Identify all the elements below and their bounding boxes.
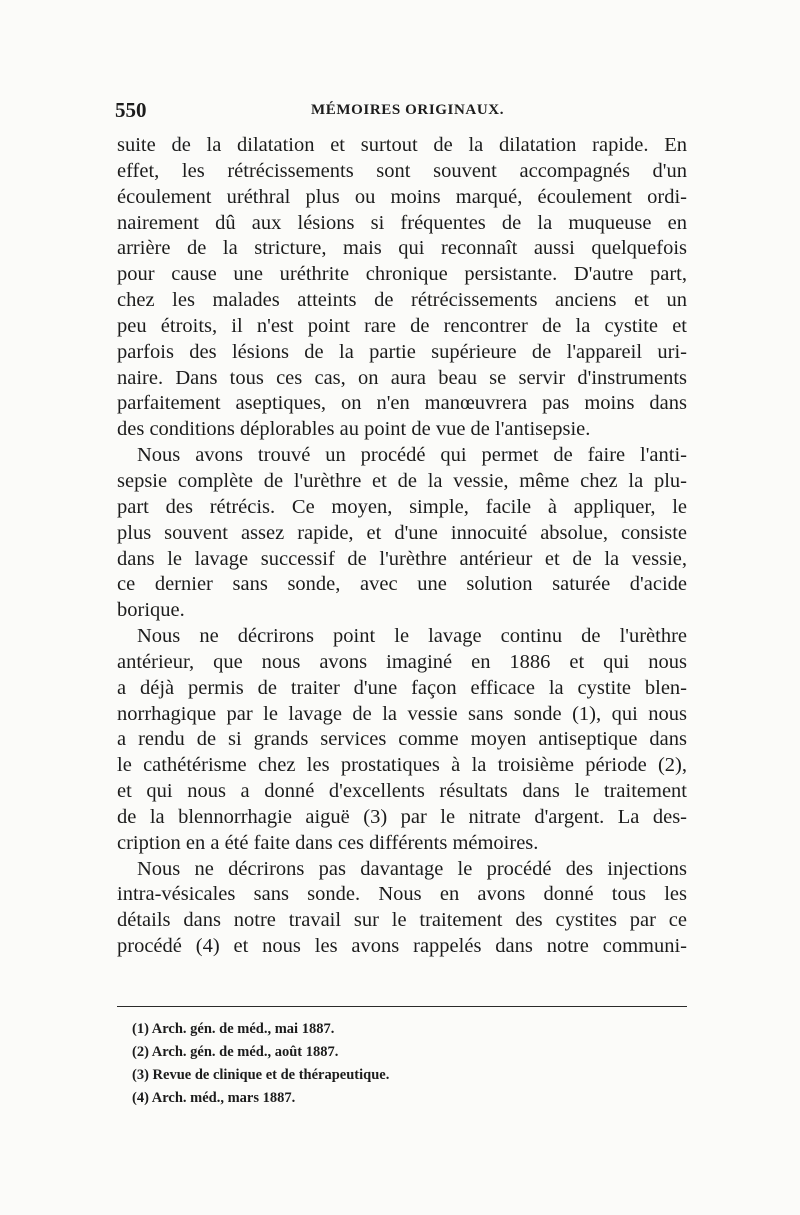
text-line: détails dans notre travail sur le traitement des cystites par ce bbox=[117, 909, 687, 932]
text-line: ce dernier sans sonde, avec une solution saturée d'acide bbox=[117, 573, 687, 596]
text-line: Nous avons trouvé un procédé qui permet de faire l'anti- bbox=[137, 444, 687, 467]
text-line: naire. Dans tous ces cas, on aura beau se servir d'instruments bbox=[117, 366, 687, 389]
text-line: dans le lavage successif de l'urèthre antérieur et de la vessie, bbox=[117, 547, 687, 570]
text-line: procédé (4) et nous les avons rappelés dans notre communi- bbox=[117, 935, 687, 958]
footnote-1: (1) Arch. gén. de méd., mai 1887. bbox=[132, 1021, 335, 1037]
page-number: 550 bbox=[115, 98, 147, 122]
text-line: cription en a été faite dans ces différents mémoires. bbox=[117, 831, 539, 854]
text-line: Nous ne décrirons pas davantage le procédé des injections bbox=[137, 857, 687, 880]
text-line: intra-vésicales sans sonde. Nous en avons donné tous les bbox=[117, 883, 687, 906]
text-line: sepsie complète de l'urèthre et de la vessie, même chez la plu- bbox=[117, 469, 687, 492]
footnote-4: (4) Arch. méd., mars 1887. bbox=[132, 1090, 296, 1106]
text-line: le cathétérisme chez les prostatiques à la troisième période (2), bbox=[117, 754, 687, 777]
text-line: parfois des lésions de la partie supérieure de l'appareil uri- bbox=[117, 340, 687, 363]
body-text bbox=[117, 133, 687, 960]
text-line: nairement dû aux lésions si fréquentes de la muqueuse en bbox=[117, 211, 687, 234]
text-line: a rendu de si grands services comme moyen antiseptique dans bbox=[117, 728, 687, 751]
paragraph-4 bbox=[117, 857, 687, 960]
running-title: MÉMOIRES ORIGINAUX. bbox=[311, 102, 505, 118]
text-line: parfaitement aseptiques, on n'en manœuvrera pas moins dans bbox=[117, 392, 687, 415]
text-line: borique. bbox=[117, 599, 185, 622]
text-line: et qui nous a donné d'excellents résultats dans le traitement bbox=[117, 780, 687, 803]
text-line: arrière de la stricture, mais qui reconnaît aussi quelquefois bbox=[117, 237, 687, 260]
text-line: effet, les rétrécissements sont souvent accompagnés d'un bbox=[117, 159, 687, 182]
footnotes bbox=[132, 1018, 552, 1110]
text-line: Nous ne décrirons point le lavage continu de l'urèthre bbox=[137, 625, 687, 648]
text-line: part des rétrécis. Ce moyen, simple, facile à appliquer, le bbox=[117, 495, 687, 518]
text-line: plus souvent assez rapide, et d'une innocuité absolue, consiste bbox=[117, 521, 687, 544]
text-line: antérieur, que nous avons imaginé en 1886 et qui nous bbox=[117, 650, 687, 673]
text-line: des conditions déplorables au point de vue de l'antisepsie. bbox=[117, 418, 591, 441]
footnote-2: (2) Arch. gén. de méd., août 1887. bbox=[132, 1044, 339, 1060]
text-line: écoulement uréthral plus ou moins marqué, écoulement ordi- bbox=[117, 185, 687, 208]
text-line: chez les malades atteints de rétrécissements anciens et un bbox=[117, 289, 687, 312]
text-line: norrhagique par le lavage de la vessie sans sonde (1), qui nous bbox=[117, 702, 687, 725]
running-head bbox=[115, 98, 685, 128]
footnote-3: (3) Revue de clinique et de thérapeutique. bbox=[132, 1067, 390, 1083]
text-line: a déjà permis de traiter d'une façon efficace la cystite blen- bbox=[117, 676, 687, 699]
footnote-rule bbox=[117, 1006, 687, 1007]
paragraph-3 bbox=[117, 624, 687, 857]
paragraph-1 bbox=[117, 133, 687, 443]
text-line: pour cause une uréthrite chronique persistante. D'autre part, bbox=[117, 263, 687, 286]
paragraph-2 bbox=[117, 443, 687, 624]
text-line: suite de la dilatation et surtout de la dilatation rapide. En bbox=[117, 134, 687, 156]
text-line: de la blennorrhagie aiguë (3) par le nitrate d'argent. La des- bbox=[117, 805, 687, 828]
text-line: peu étroits, il n'est point rare de rencontrer de la cystite et bbox=[117, 314, 687, 337]
